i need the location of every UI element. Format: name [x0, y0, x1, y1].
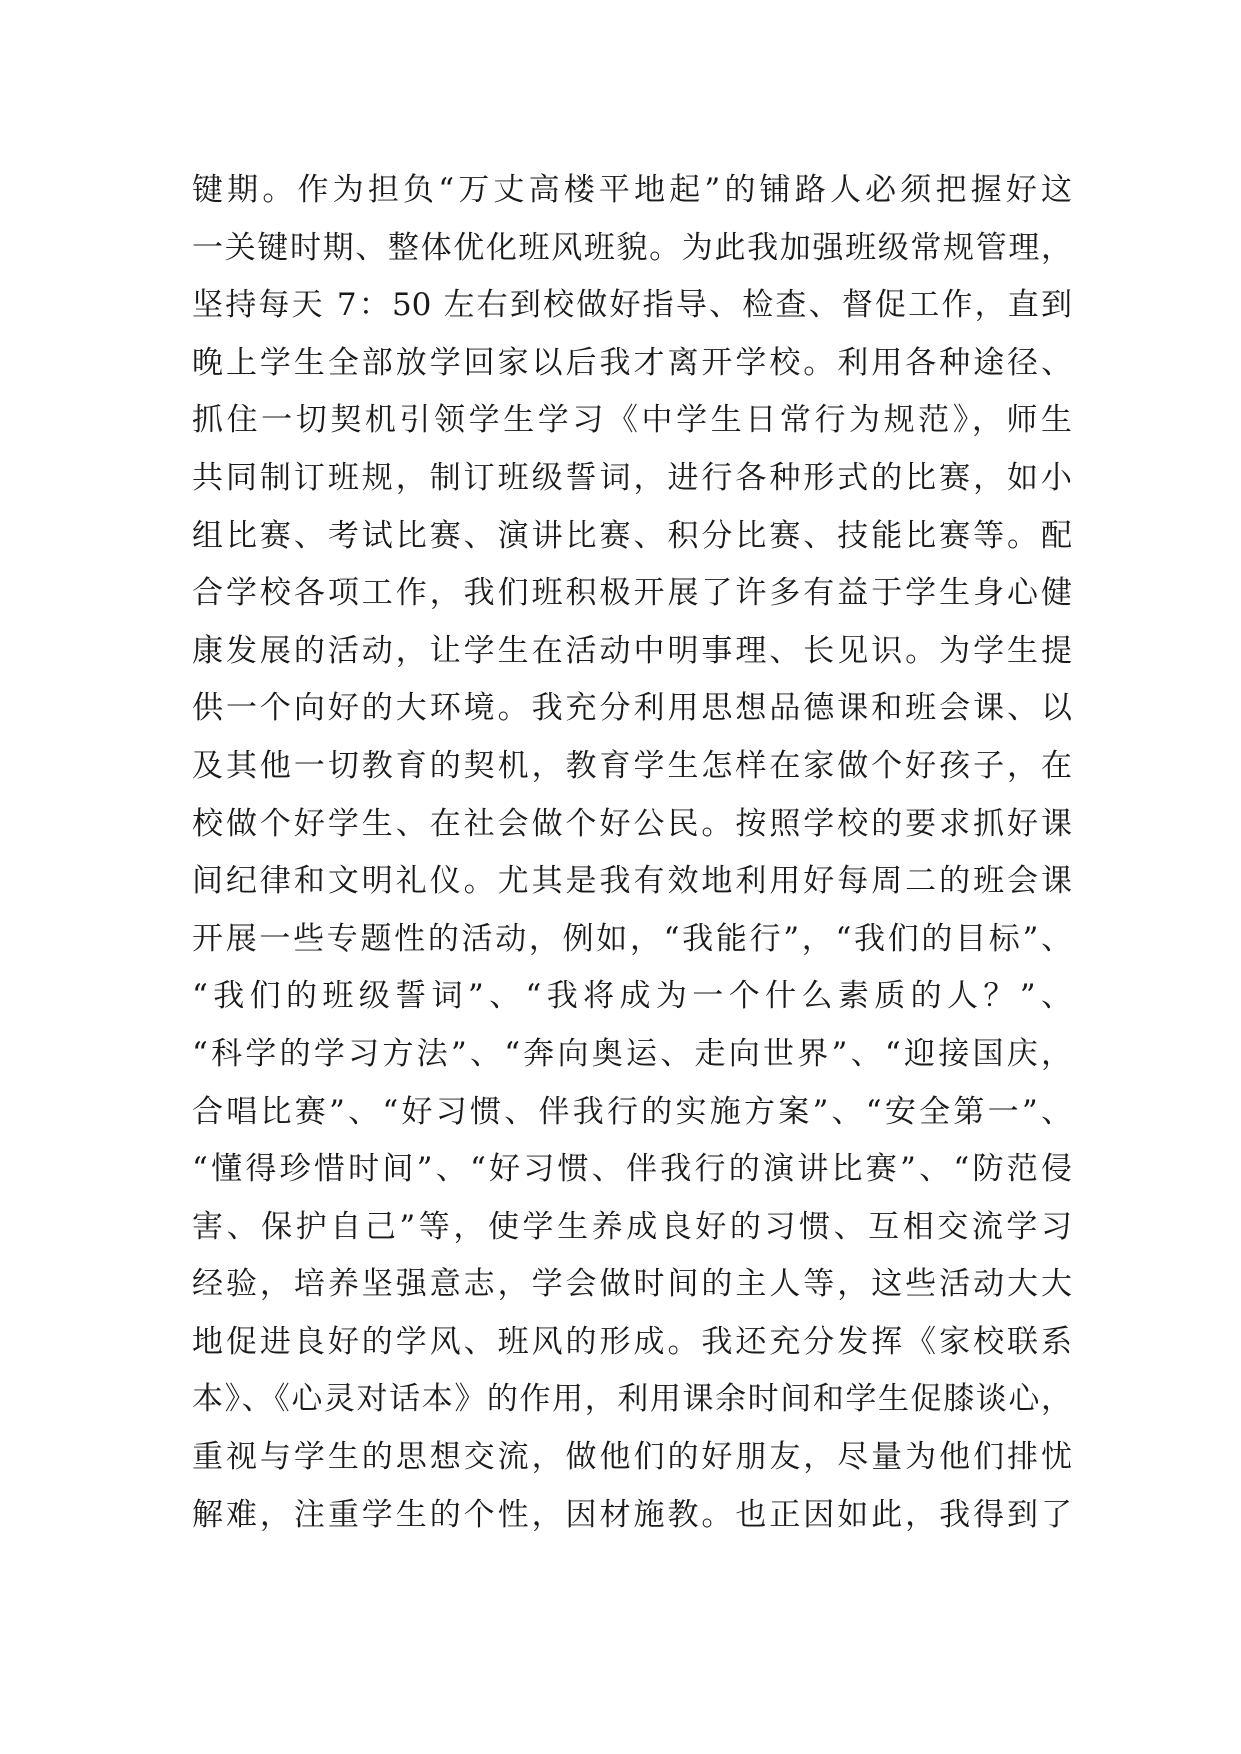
text-line: 一关键时期、整体优化班风班貌。为此我加强班级常规管理， — [192, 229, 1072, 266]
text-line: 解难，注重学生的个性，因材施教。也正因如此，我得到了 — [192, 1496, 1072, 1533]
text-line: 间纪律和文明礼仪。尤其是我有效地利用好每周二的班会课 — [192, 863, 1072, 900]
text-line: 校做个好学生、在社会做个好公民。按照学校的要求抓好课 — [192, 805, 1072, 842]
text-line: 组比赛、考试比赛、演讲比赛、积分比赛、技能比赛等。配 — [192, 517, 1072, 554]
text-line: 重视与学生的思想交流，做他们的好朋友，尽量为他们排忧 — [192, 1439, 1072, 1476]
text-line: 晚上学生全部放学回家以后我才离开学校。利用各种途径、 — [192, 344, 1072, 381]
text-line: “我们的班级誓词”、“我将成为一个什么素质的人？”、 — [192, 978, 1072, 1015]
text-line: 抓住一切契机引领学生学习《中学生日常行为规范》，师生 — [192, 402, 1072, 439]
text-line: 开展一些专题性的活动，例如，“我能行”，“我们的目标”、 — [192, 920, 1072, 957]
text-line: 合学校各项工作，我们班积极开展了许多有益于学生身心健 — [192, 575, 1072, 612]
text-line: 合唱比赛”、“好习惯、伴我行的实施方案”、“安全第一”、 — [192, 1093, 1072, 1130]
text-line: 及其他一切教育的契机，教育学生怎样在家做个好孩子，在 — [192, 747, 1072, 784]
body-text — [192, 162, 1072, 1544]
text-line: 地促进良好的学风、班风的形成。我还充分发挥《家校联系 — [192, 1323, 1072, 1360]
text-line: 康发展的活动，让学生在活动中明事理、长见识。为学生提 — [192, 632, 1072, 669]
text-line: 本》、《心灵对话本》的作用，利用课余时间和学生促膝谈心， — [192, 1381, 1072, 1418]
text-line: 供一个向好的大环境。我充分利用思想品德课和班会课、以 — [192, 690, 1072, 727]
text-line: 键期。作为担负“万丈高楼平地起”的铺路人必须把握好这 — [192, 172, 1072, 208]
text-line: “懂得珍惜时间”、“好习惯、伴我行的演讲比赛”、“防范侵 — [192, 1151, 1072, 1188]
text-line: “科学的学习方法”、“奔向奥运、走向世界”、“迎接国庆， — [192, 1035, 1072, 1072]
text-line: 共同制订班规，制订班级誓词，进行各种形式的比赛，如小 — [192, 459, 1072, 496]
text-line: 坚持每天 7：50 左右到校做好指导、检查、督促工作，直到 — [192, 287, 1072, 324]
text-line: 经验，培养坚强意志，学会做时间的主人等，这些活动大大 — [192, 1266, 1072, 1303]
text-line: 害、保护自己”等，使学生养成良好的习惯、互相交流学习 — [192, 1208, 1072, 1245]
